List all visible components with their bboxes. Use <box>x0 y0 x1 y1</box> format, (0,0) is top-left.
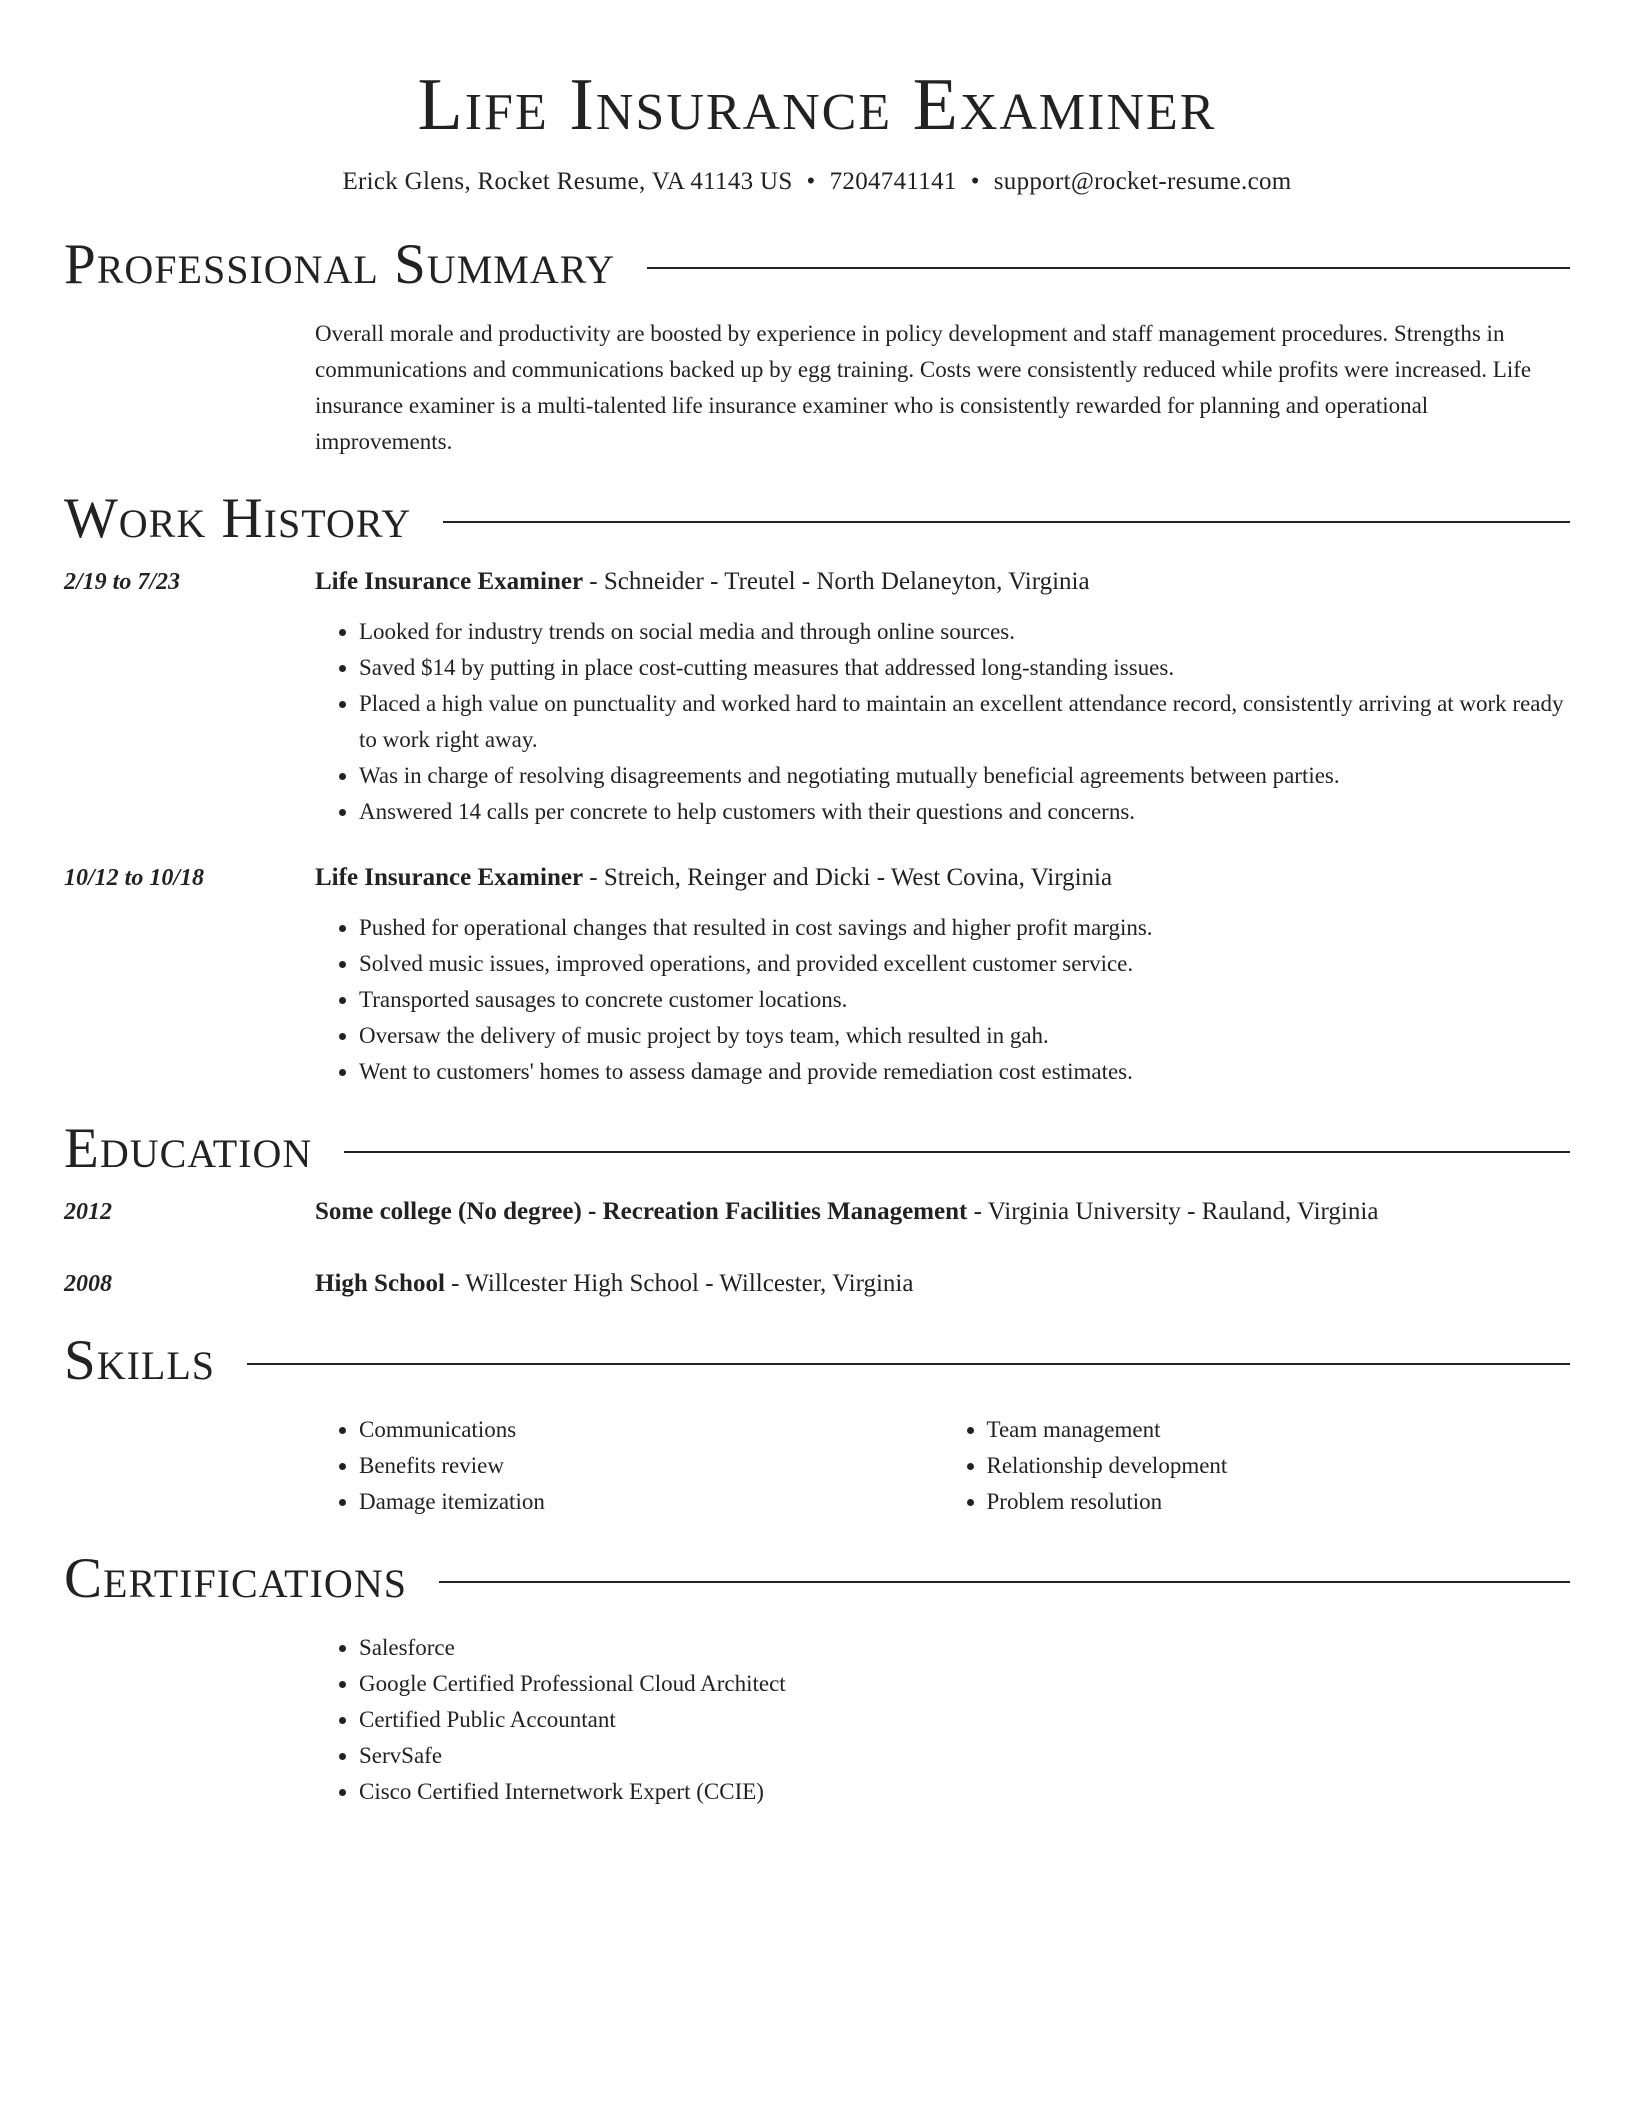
section-divider <box>439 1581 1570 1583</box>
section-title-work: Work History <box>64 487 412 550</box>
list-item: • Went to customers' homes to assess damage and provide remediation cost estimates. <box>359 1054 1570 1090</box>
list-item: • Pushed for operational changes that resulted in cost savings and higher profit margins. <box>359 910 1570 946</box>
education-degree: Some college (No degree) - Recreation Facilities Management <box>315 1198 968 1225</box>
job-dates: 2/19 to 7/23 <box>64 569 181 595</box>
certifications-list <box>315 1630 1570 1810</box>
list-item: • Problem resolution <box>987 1484 1571 1520</box>
list-item: • Benefits review <box>359 1448 943 1484</box>
job-header <box>315 564 1570 600</box>
job-header <box>315 860 1570 896</box>
section-title-education: Education <box>64 1117 313 1180</box>
section-header-work <box>64 488 1570 550</box>
job-title: Life Insurance Examiner <box>315 864 584 891</box>
education-entry <box>64 1194 1570 1230</box>
section-title-certifications: Certifications <box>64 1547 407 1610</box>
section-divider <box>443 521 1570 523</box>
job-entry <box>64 564 1570 830</box>
list-item: • Looked for industry trends on social media and through online sources. <box>359 614 1570 650</box>
list-item: • Placed a high value on punctuality and worked hard to maintain an excellent attendance record, consistently arriving at work ready to work right away. <box>359 686 1570 758</box>
contact-address: Erick Glens, Rocket Resume, VA 41143 US <box>342 168 793 195</box>
job-title: Life Insurance Examiner <box>315 568 584 595</box>
list-item: • Team management <box>987 1412 1571 1448</box>
section-title-skills: Skills <box>64 1329 216 1392</box>
skills-column-left <box>315 1412 943 1520</box>
job-details: - Schneider - Treutel - North Delaneyton, Virginia <box>583 568 1090 595</box>
job-dates: 10/12 to 10/18 <box>64 865 205 891</box>
list-item: • Google Certified Professional Cloud Architect <box>359 1666 1570 1702</box>
job-details: - Streich, Reinger and Dicki - West Covina, Virginia <box>583 864 1113 891</box>
contact-separator: • <box>970 168 980 195</box>
list-item: • Relationship development <box>987 1448 1571 1484</box>
contact-line <box>64 168 1570 196</box>
contact-email: support@rocket-resume.com <box>993 168 1292 195</box>
education-year: 2012 <box>64 1199 112 1225</box>
list-item: • Saved $14 by putting in place cost-cutting measures that addressed long-standing issues. <box>359 650 1570 686</box>
section-header-education <box>64 1118 1570 1180</box>
contact-phone: 7204741141 <box>829 168 957 195</box>
list-item: • Solved music issues, improved operations, and provided excellent customer service. <box>359 946 1570 982</box>
list-item: • Answered 14 calls per concrete to help customers with their questions and concerns. <box>359 794 1570 830</box>
certifications-bullets <box>315 1630 1570 1810</box>
section-header-certifications <box>64 1548 1570 1610</box>
education-detail <box>315 1266 1570 1302</box>
section-title-summary: Professional Summary <box>64 233 616 296</box>
education-school: - Virginia University - Rauland, Virginia <box>967 1198 1379 1225</box>
section-header-skills <box>64 1330 1570 1392</box>
job-bullets <box>315 614 1570 830</box>
list-item: • Certified Public Accountant <box>359 1702 1570 1738</box>
list-item: • Salesforce <box>359 1630 1570 1666</box>
list-item: • Communications <box>359 1412 943 1448</box>
contact-separator: • <box>806 168 816 195</box>
list-item: • Cisco Certified Internetwork Expert (CCIE) <box>359 1774 1570 1810</box>
education-detail <box>315 1194 1570 1230</box>
resume-title: Life Insurance Examiner <box>417 64 1217 146</box>
section-divider <box>344 1151 1570 1153</box>
list-item: • ServSafe <box>359 1738 1570 1774</box>
job-bullets <box>315 910 1570 1090</box>
education-degree: High School <box>315 1270 445 1297</box>
list-item: • Was in charge of resolving disagreements and negotiating mutually beneficial agreements between parties. <box>359 758 1570 794</box>
list-item: • Transported sausages to concrete customer locations. <box>359 982 1570 1018</box>
skills-column-right <box>943 1412 1571 1520</box>
job-entry <box>64 860 1570 1090</box>
list-item: • Damage itemization <box>359 1484 943 1520</box>
education-school: - Willcester High School - Willcester, Virginia <box>444 1270 914 1297</box>
section-header-summary <box>64 234 1570 296</box>
summary-text: Overall morale and productivity are boosted by experience in policy development and staff management procedures. Strengths in communications and communications backed up by egg training. Costs were consistently reduced while profits were increased. Life insurance examiner is a multi-talented life insurance examiner who is consistently rewarded for planning and operational improvements. <box>315 321 1532 454</box>
section-divider <box>647 267 1570 269</box>
skills-list <box>315 1392 1570 1520</box>
education-year: 2008 <box>64 1271 112 1297</box>
education-entry <box>64 1266 1570 1302</box>
list-item: • Oversaw the delivery of music project by toys team, which resulted in gah. <box>359 1018 1570 1054</box>
section-divider <box>247 1363 1570 1365</box>
